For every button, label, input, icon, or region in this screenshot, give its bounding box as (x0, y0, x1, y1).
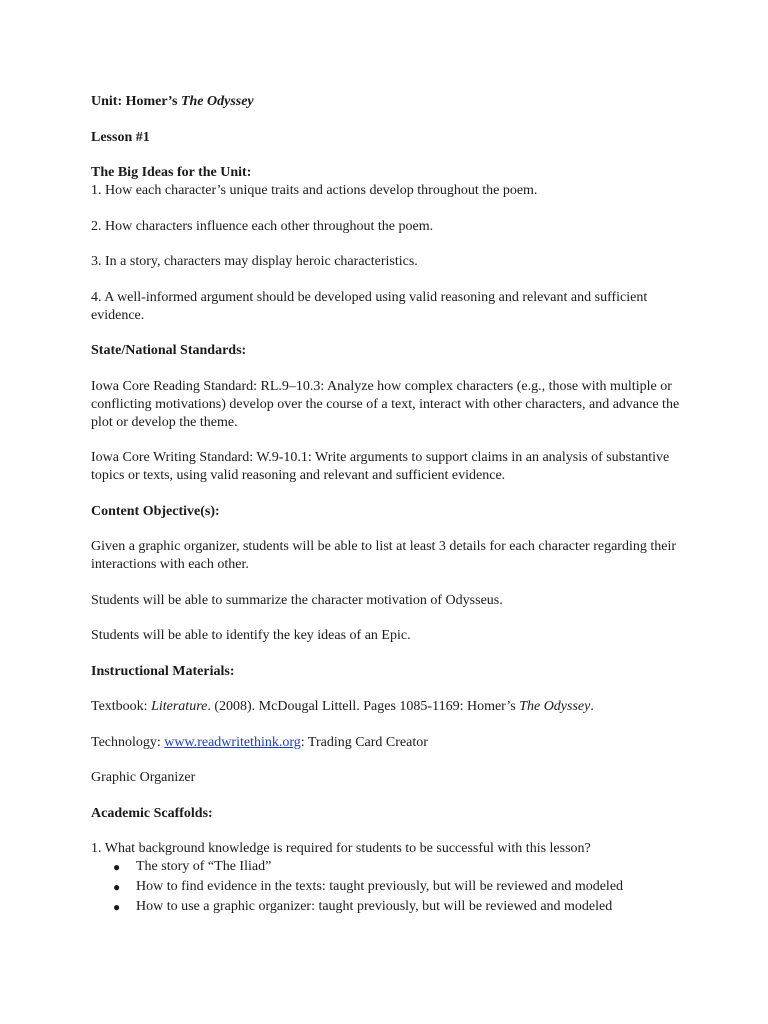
scaffold-bullet-item: ● How to use a graphic organizer: taught previously, but will be reviewed and modeled (113, 899, 613, 914)
textbook-citation: Textbook: Literature. (2008). McDougal Littell. Pages 1085-1169: Homer’s The Odyssey. (91, 699, 594, 714)
bullet-icon: ● (113, 900, 121, 914)
lesson-plan-document (91, 93, 691, 918)
big-idea-item: 1. How each character’s unique traits and actions develop throughout the poem. (91, 183, 538, 198)
technology-line: Technology: www.readwritethink.org: Trading Card Creator (91, 734, 428, 750)
objective-item: Given a graphic organizer, students will be able to list at least 3 details for each character regarding their interactions with each other. (91, 539, 677, 572)
unit-title: Unit: Homer’s The Odyssey (91, 94, 254, 109)
scaffold-question: 1. What background knowledge is required for students to be successful with this lesson? (91, 841, 591, 856)
scaffolds-heading: Academic Scaffolds: (91, 805, 213, 821)
scaffold-bullet-item: ● How to find evidence in the texts: taught previously, but will be reviewed and modeled (113, 879, 624, 894)
readwritethink-link[interactable]: www.readwritethink.org (164, 734, 301, 750)
scaffold-bullet-list (91, 858, 691, 916)
writing-standard: Iowa Core Writing Standard: W.9-10.1: Write arguments to support claims in an analysis of substantive topics or texts, using valid reasoning and relevant and sufficient evidence. (91, 450, 670, 483)
scaffold-bullet-item: ● The story of “The Iliad” (113, 859, 272, 874)
lesson-number: Lesson #1 (91, 129, 150, 145)
reading-standard: Iowa Core Reading Standard: RL.9–10.3: Analyze how complex characters (e.g., those with multiple or conflicting motivations) develop over the course of a text, interact with other characters, and advance the plot or develop the theme. (91, 378, 680, 430)
materials-heading: Instructional Materials: (91, 663, 235, 679)
big-idea-item: 4. A well-informed argument should be developed using valid reasoning and relevant and sufficient evidence. (91, 289, 648, 323)
objective-item: Students will be able to summarize the character motivation of Odysseus. (91, 592, 503, 608)
big-ideas-heading: The Big Ideas for the Unit: (91, 165, 252, 180)
objective-item: Students will be able to identify the key ideas of an Epic. (91, 628, 411, 643)
big-idea-item: 3. In a story, characters may display heroic characteristics. (91, 254, 418, 269)
standards-heading: State/National Standards: (91, 343, 247, 358)
objectives-heading: Content Objective(s): (91, 503, 220, 519)
graphic-organizer-material: Graphic Organizer (91, 770, 196, 785)
big-idea-item: 2. How characters influence each other throughout the poem. (91, 218, 434, 234)
bullet-icon: ● (113, 880, 121, 894)
bullet-icon: ● (113, 860, 121, 874)
